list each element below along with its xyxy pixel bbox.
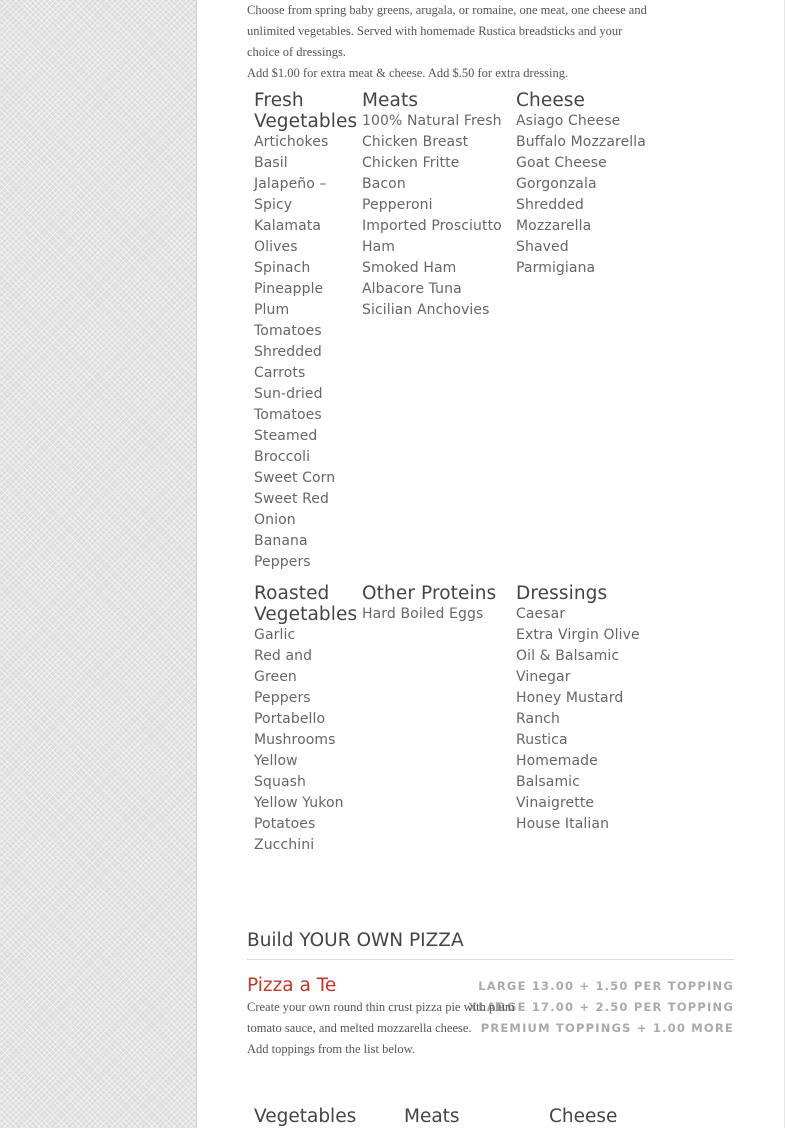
list-item: Banana Peppers <box>254 533 311 570</box>
list-item: Yellow Squash <box>254 753 306 790</box>
list-item: Gorgonzala <box>516 176 597 192</box>
list-item: 100% Natural Fresh Chicken Breast <box>362 113 502 150</box>
ingredient-list <box>516 604 641 835</box>
list-item: Portabello Mushrooms <box>254 711 336 748</box>
list-item: Artichokes <box>254 134 329 150</box>
ingredient-list <box>516 111 651 279</box>
price-line: XLARGE 17.00 + 2.50 PER TOPPING <box>468 1000 734 1014</box>
list-item: Honey Mustard <box>516 690 624 706</box>
list-item: Asiago Cheese <box>516 113 621 129</box>
ingredient-list <box>254 132 354 573</box>
list-item: Caesar <box>516 606 566 622</box>
list-item: Ranch <box>516 711 560 727</box>
meats-column <box>362 90 507 321</box>
description-note: Add toppings from the list below. <box>247 1042 415 1056</box>
other-proteins-column <box>362 583 507 625</box>
description-text: Create your own round thin crust pizza pie with plum tomato sauce, and melted mozzarella cheese. <box>247 1000 515 1035</box>
column-heading: Meats <box>362 90 419 111</box>
patterned-sidebar <box>0 0 197 1128</box>
ingredient-list <box>362 604 507 625</box>
column-heading: Roasted Vegetables <box>254 583 358 625</box>
list-item: Buffalo Mozzarella <box>516 134 646 150</box>
list-item: Garlic <box>254 627 296 643</box>
list-item: Basil <box>254 155 288 171</box>
list-item: Kalamata Olives <box>254 218 322 255</box>
menu-item-title: Pizza a Te <box>247 975 337 996</box>
list-item: Chicken Fritte <box>362 155 460 171</box>
list-item: Imported Prosciutto Ham <box>362 218 502 255</box>
column-heading: Fresh Vegetables <box>254 90 358 132</box>
list-item: Smoked Ham <box>362 260 457 276</box>
list-item: Rustica Homemade Balsamic Vinaigrette <box>516 732 598 811</box>
list-item: Pineapple <box>254 281 324 297</box>
list-item: House Italian <box>516 816 610 832</box>
list-item: Shredded Carrots <box>254 344 322 381</box>
column-heading: Vegetables <box>254 1106 357 1127</box>
salad-description: Choose from spring baby greens, arugala, or romaine, one meat, one cheese and unlimited vegetables. Served with homemade Rustica breadsticks and your choice of dressings. <box>247 3 647 59</box>
price-line: PREMIUM TOPPINGS + 1.00 MORE <box>480 1021 734 1035</box>
list-item: Extra Virgin Olive Oil & Balsamic Vinegar <box>516 627 640 685</box>
section-title: Build YOUR OWN PIZZA <box>247 930 734 960</box>
list-item: Shredded Mozzarella <box>516 197 592 234</box>
column-heading: Cheese <box>516 90 586 111</box>
list-item: Bacon <box>362 176 406 192</box>
salad-extras-note: Add $1.00 for extra meat & cheese. Add $.50 for extra dressing. <box>247 66 569 80</box>
list-item: Sun-dried Tomatoes <box>254 386 323 423</box>
list-item: Yellow Yukon Potatoes <box>254 795 344 832</box>
list-item: Steamed Broccoli <box>254 428 318 465</box>
list-item: Shaved Parmigiana <box>516 239 596 276</box>
list-item: Albacore Tuna <box>362 281 462 297</box>
list-item: Zucchini <box>254 837 315 853</box>
list-item: Pepperoni <box>362 197 433 213</box>
column-heading: Cheese <box>549 1106 618 1127</box>
list-item: Sweet Corn <box>254 470 336 486</box>
price-line: LARGE 13.00 + 1.50 PER TOPPING <box>478 979 734 993</box>
column-heading: Meats <box>404 1106 460 1127</box>
list-item: Plum Tomatoes <box>254 302 322 339</box>
list-item: Hard Boiled Eggs <box>362 606 484 622</box>
ingredient-list <box>254 625 354 856</box>
ingredient-list <box>362 111 507 321</box>
menu-item-description <box>247 997 517 1060</box>
column-heading: Other Proteins <box>362 583 497 604</box>
fresh-vegetables-column <box>254 90 358 573</box>
cheese-column <box>516 90 651 279</box>
list-item: Sweet Red Onion <box>254 491 330 528</box>
list-item: Goat Cheese <box>516 155 607 171</box>
roasted-vegetables-column <box>254 583 358 856</box>
list-item: Sicilian Anchovies <box>362 302 490 318</box>
column-heading: Dressings <box>516 583 608 604</box>
list-item: Spinach <box>254 260 311 276</box>
dressings-column <box>516 583 641 835</box>
list-item: Jalapeño – Spicy <box>254 176 327 213</box>
list-item: Red and Green Peppers <box>254 648 313 706</box>
